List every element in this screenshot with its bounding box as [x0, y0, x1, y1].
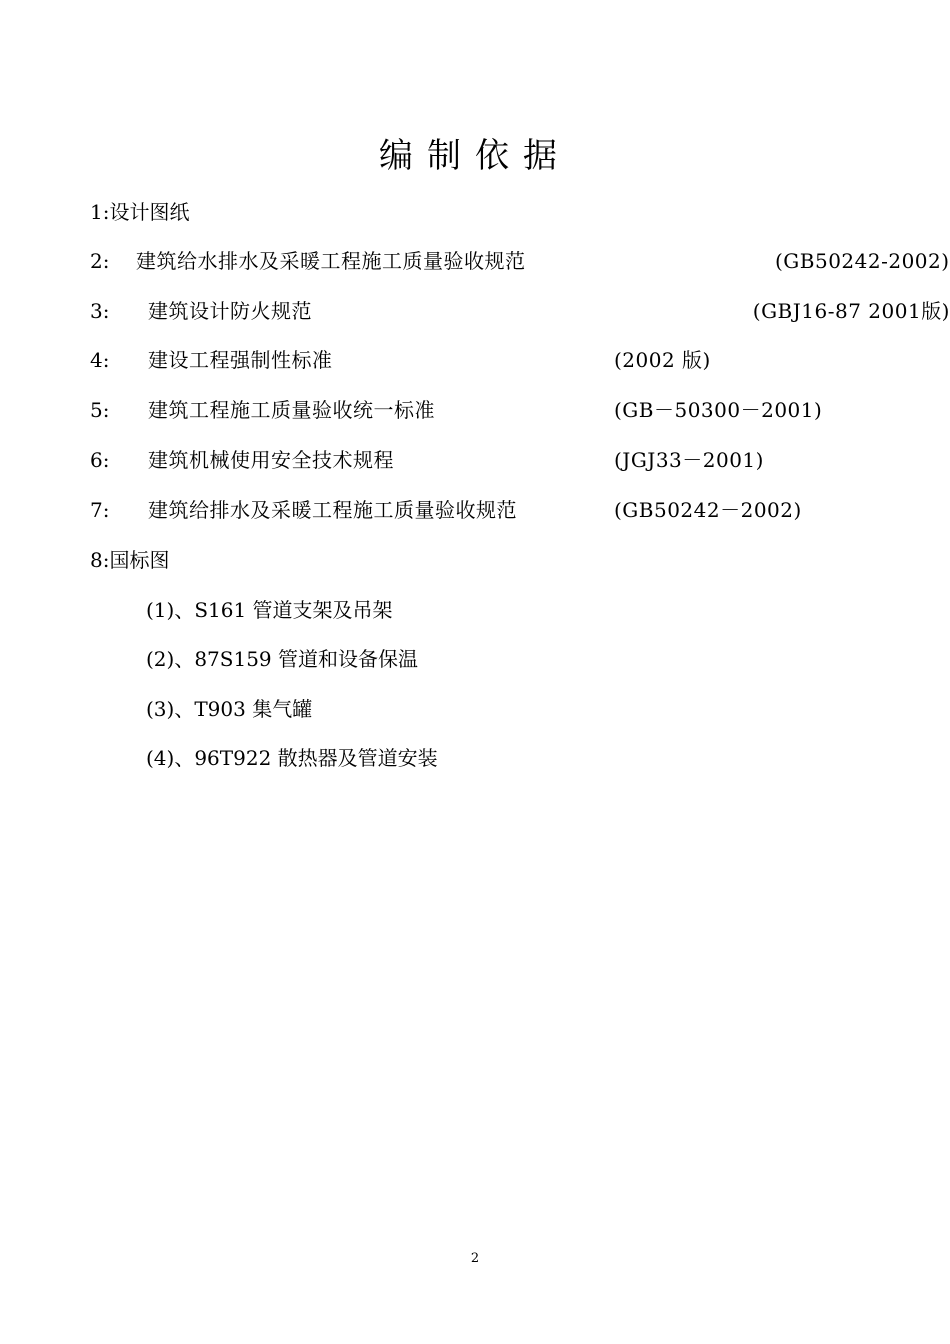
- item-text: 建筑机械使用安全技术规程: [148, 448, 394, 472]
- standard-code: (2002 版): [614, 348, 711, 372]
- item-text: 建筑设计防火规范: [148, 299, 312, 323]
- standard-code: (GB50242-2002): [775, 249, 950, 273]
- sub-list-item: (2)、87S159 管道和设备保温: [146, 647, 419, 671]
- item-number: 4:: [90, 348, 110, 372]
- list-item: [90, 547, 169, 573]
- item-text: 建设工程强制性标准: [148, 348, 333, 372]
- item-text: 建筑给水排水及采暖工程施工质量验收规范: [136, 249, 526, 273]
- item-text: 建筑给排水及采暖工程施工质量验收规范: [148, 498, 517, 522]
- item-number: 1:: [90, 200, 110, 224]
- item-number: 8:: [90, 548, 110, 572]
- item-text: 国标图: [109, 548, 170, 572]
- list-item: [90, 199, 189, 225]
- item-number: 2:: [90, 249, 110, 273]
- item-number: 5:: [90, 398, 110, 422]
- standard-code-text: (GBJ16-87 2001版): [752, 299, 950, 323]
- item-number: 7:: [90, 498, 110, 522]
- item-number: 6:: [90, 448, 110, 472]
- standard-code: (JGJ33－2001): [614, 448, 764, 472]
- item-number: 3:: [90, 299, 110, 323]
- standard-code: (GB50242－2002): [614, 498, 802, 522]
- sub-list-item: (3)、T903 集气罐: [146, 697, 313, 721]
- sub-list-item: (4)、96T922 散热器及管道安装: [146, 746, 438, 770]
- item-text: 建筑工程施工质量验收统一标准: [148, 398, 435, 422]
- standard-code: [700, 298, 950, 324]
- sub-list-item: (1)、S161 管道支架及吊架: [146, 598, 393, 622]
- item-text: 设计图纸: [109, 200, 190, 224]
- standard-code: (GB－50300－2001): [614, 398, 823, 422]
- page-number: 2: [470, 1251, 480, 1266]
- page-title: 编制依据: [379, 136, 571, 176]
